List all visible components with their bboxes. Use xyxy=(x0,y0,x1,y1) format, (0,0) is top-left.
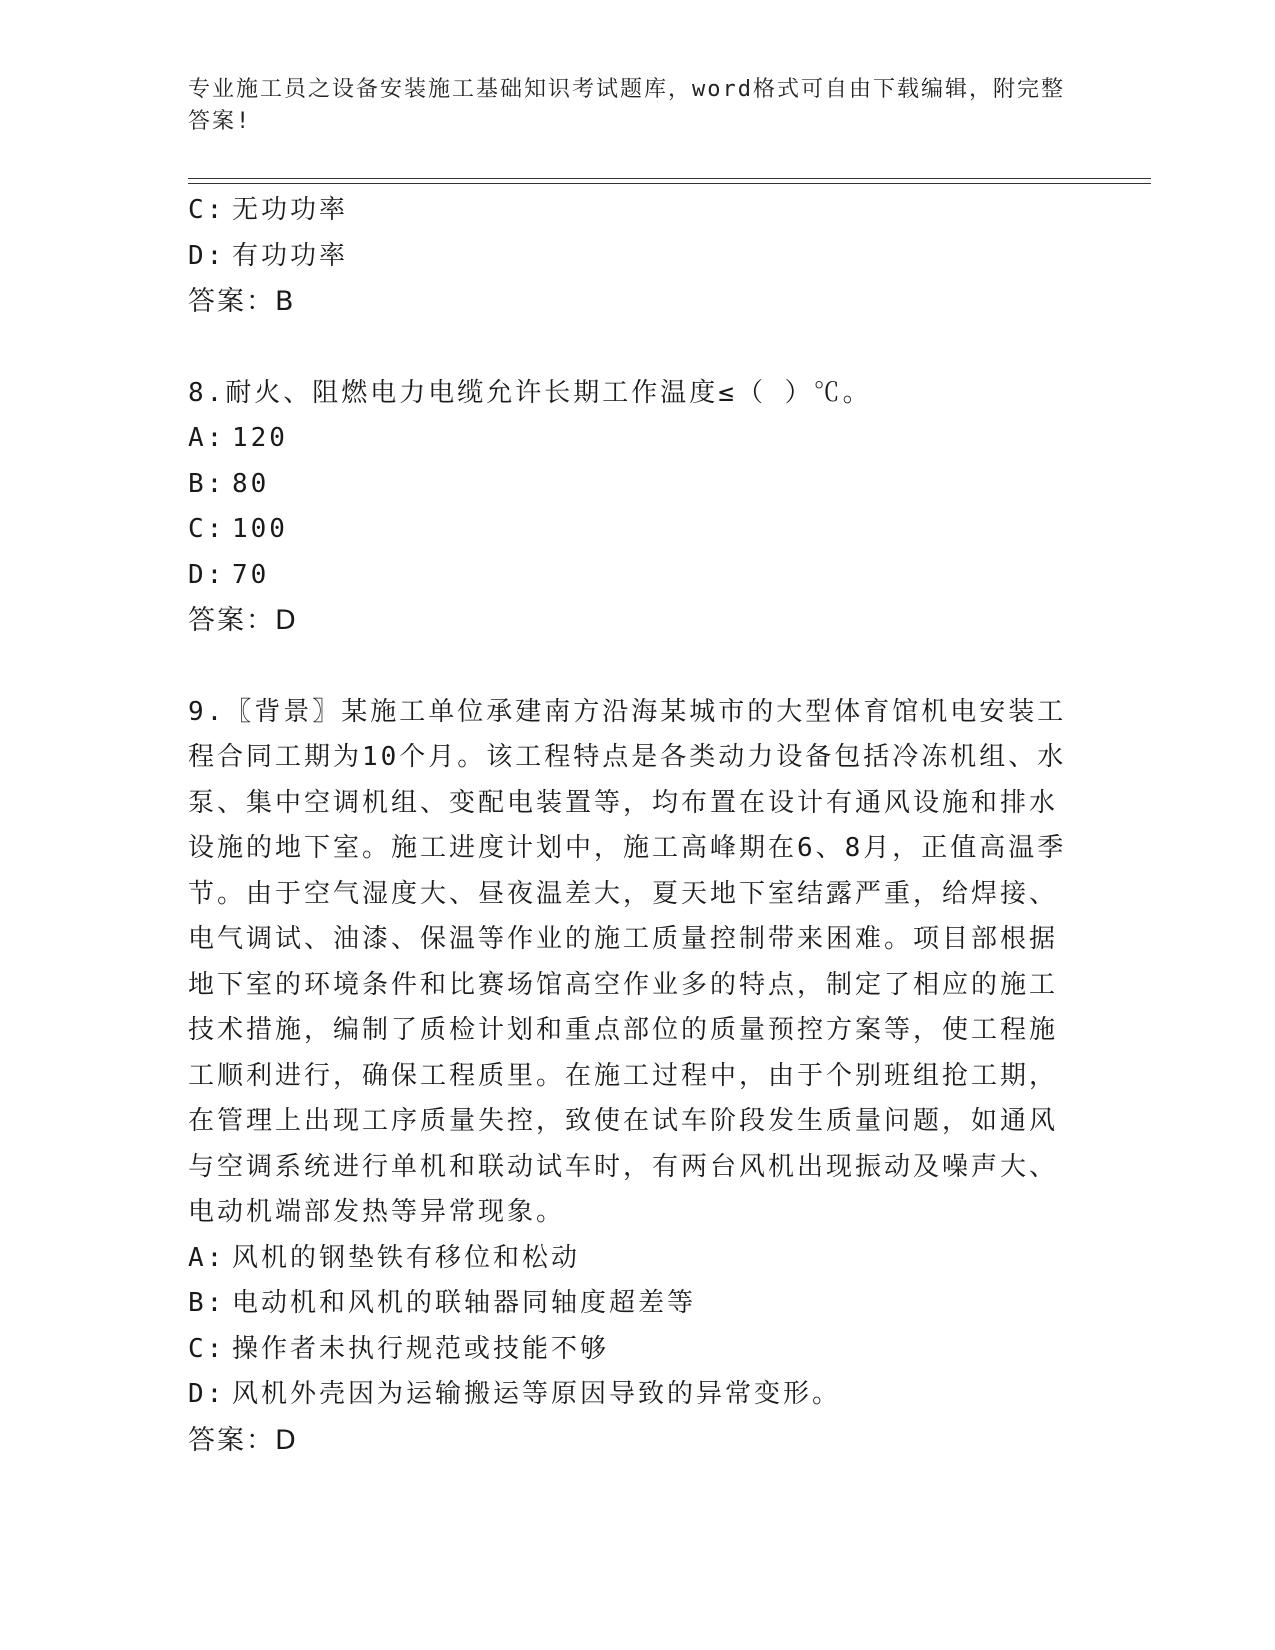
q7-option-d xyxy=(188,234,1068,280)
q7-option-c xyxy=(188,188,1068,234)
option-text: 操作者未执行规范或技能不够 xyxy=(232,1333,610,1364)
q8-option-a xyxy=(188,416,1068,462)
q8-option-c xyxy=(188,507,1068,553)
q8-option-d xyxy=(188,553,1068,599)
option-text: 80 xyxy=(232,468,270,499)
spacer xyxy=(188,325,1068,371)
option-label: D: xyxy=(188,559,226,590)
option-label: A: xyxy=(188,1242,226,1273)
option-text: 100 xyxy=(232,514,288,544)
option-text: 70 xyxy=(232,559,270,590)
q9-stem-line: 设施的地下室。施工进度计划中，施工高峰期在6、8月，正值高温季 xyxy=(188,833,1067,863)
q8-option-b xyxy=(188,462,1068,508)
q9-option-c xyxy=(188,1327,1068,1373)
option-label: C: xyxy=(188,1333,226,1364)
option-label: B: xyxy=(188,1288,226,1318)
q9-stem-line: 与空调系统进行单机和联动试车时，有两台风机出现振动及噪声大、 xyxy=(188,1151,1059,1182)
q9-stem xyxy=(188,690,1068,1236)
q9-stem-line: 泵、集中空调机组、变配电装置等，均布置在设计有通风设施和排水 xyxy=(188,787,1059,818)
option-label: B: xyxy=(188,468,226,499)
q9-stem-line: 工顺利进行，确保工程质里。在施工过程中，由于个别班组抢工期， xyxy=(188,1060,1059,1091)
q9-answer: 答案：D xyxy=(188,1424,298,1456)
option-text: 电动机和风机的联轴器同轴度超差等 xyxy=(232,1288,697,1318)
q9-option-d xyxy=(188,1372,1068,1418)
option-label: C: xyxy=(188,514,226,544)
q9-option-b xyxy=(188,1281,1068,1327)
q9-stem-line: 在管理上出现工序质量失控，致使在试车阶段发生质量问题，如通风 xyxy=(188,1106,1059,1136)
option-text: 风机外壳因为运输搬运等原因导致的异常变形。 xyxy=(232,1379,842,1409)
q9-stem-line: 技术措施，编制了质检计划和重点部位的质量预控方案等，使工程施 xyxy=(188,1015,1059,1045)
q9-stem-line: 电气调试、油漆、保温等作业的施工质量控制带来困难。项目部根据 xyxy=(188,924,1059,954)
option-text: 风机的钢垫铁有移位和松动 xyxy=(232,1242,581,1273)
option-text: 120 xyxy=(232,423,288,453)
q9-stem-line: 地下室的环境条件和比赛场馆高空作业多的特点，制定了相应的施工 xyxy=(188,969,1059,1000)
question-content xyxy=(188,188,1068,1463)
option-label: D: xyxy=(188,240,226,271)
q8-answer: 答案：D xyxy=(188,605,298,636)
q9-stem-line: 9.〖背景〗某施工单位承建南方沿海某城市的大型体育馆机电安装工 xyxy=(188,696,1067,727)
option-text: 有功功率 xyxy=(232,240,349,271)
q7-answer: 答案：B xyxy=(188,286,296,317)
spacer xyxy=(188,644,1068,690)
page-header: 专业施工员之设备安装施工基础知识考试题库，word格式可自由下载编辑，附完整答案! xyxy=(188,77,1065,134)
option-label: C: xyxy=(188,195,226,225)
q9-option-a xyxy=(188,1236,1068,1282)
q9-stem-line: 节。由于空气湿度大、昼夜温差大，夏天地下室结露严重，给焊接、 xyxy=(188,878,1059,909)
header-divider-bottom xyxy=(188,183,1151,184)
header-divider-top xyxy=(188,178,1151,179)
option-label: D: xyxy=(188,1379,226,1409)
option-label: A: xyxy=(188,423,226,453)
q8-stem: 8.耐火、阻燃电力电缆允许长期工作温度≤（ ）℃。 xyxy=(188,377,872,408)
q9-stem-line: 程合同工期为10个月。该工程特点是各类动力设备包括冷冻机组、水 xyxy=(188,742,1067,772)
q9-stem-line: 电动机端部发热等异常现象。 xyxy=(188,1197,566,1227)
option-text: 无功功率 xyxy=(232,195,349,225)
